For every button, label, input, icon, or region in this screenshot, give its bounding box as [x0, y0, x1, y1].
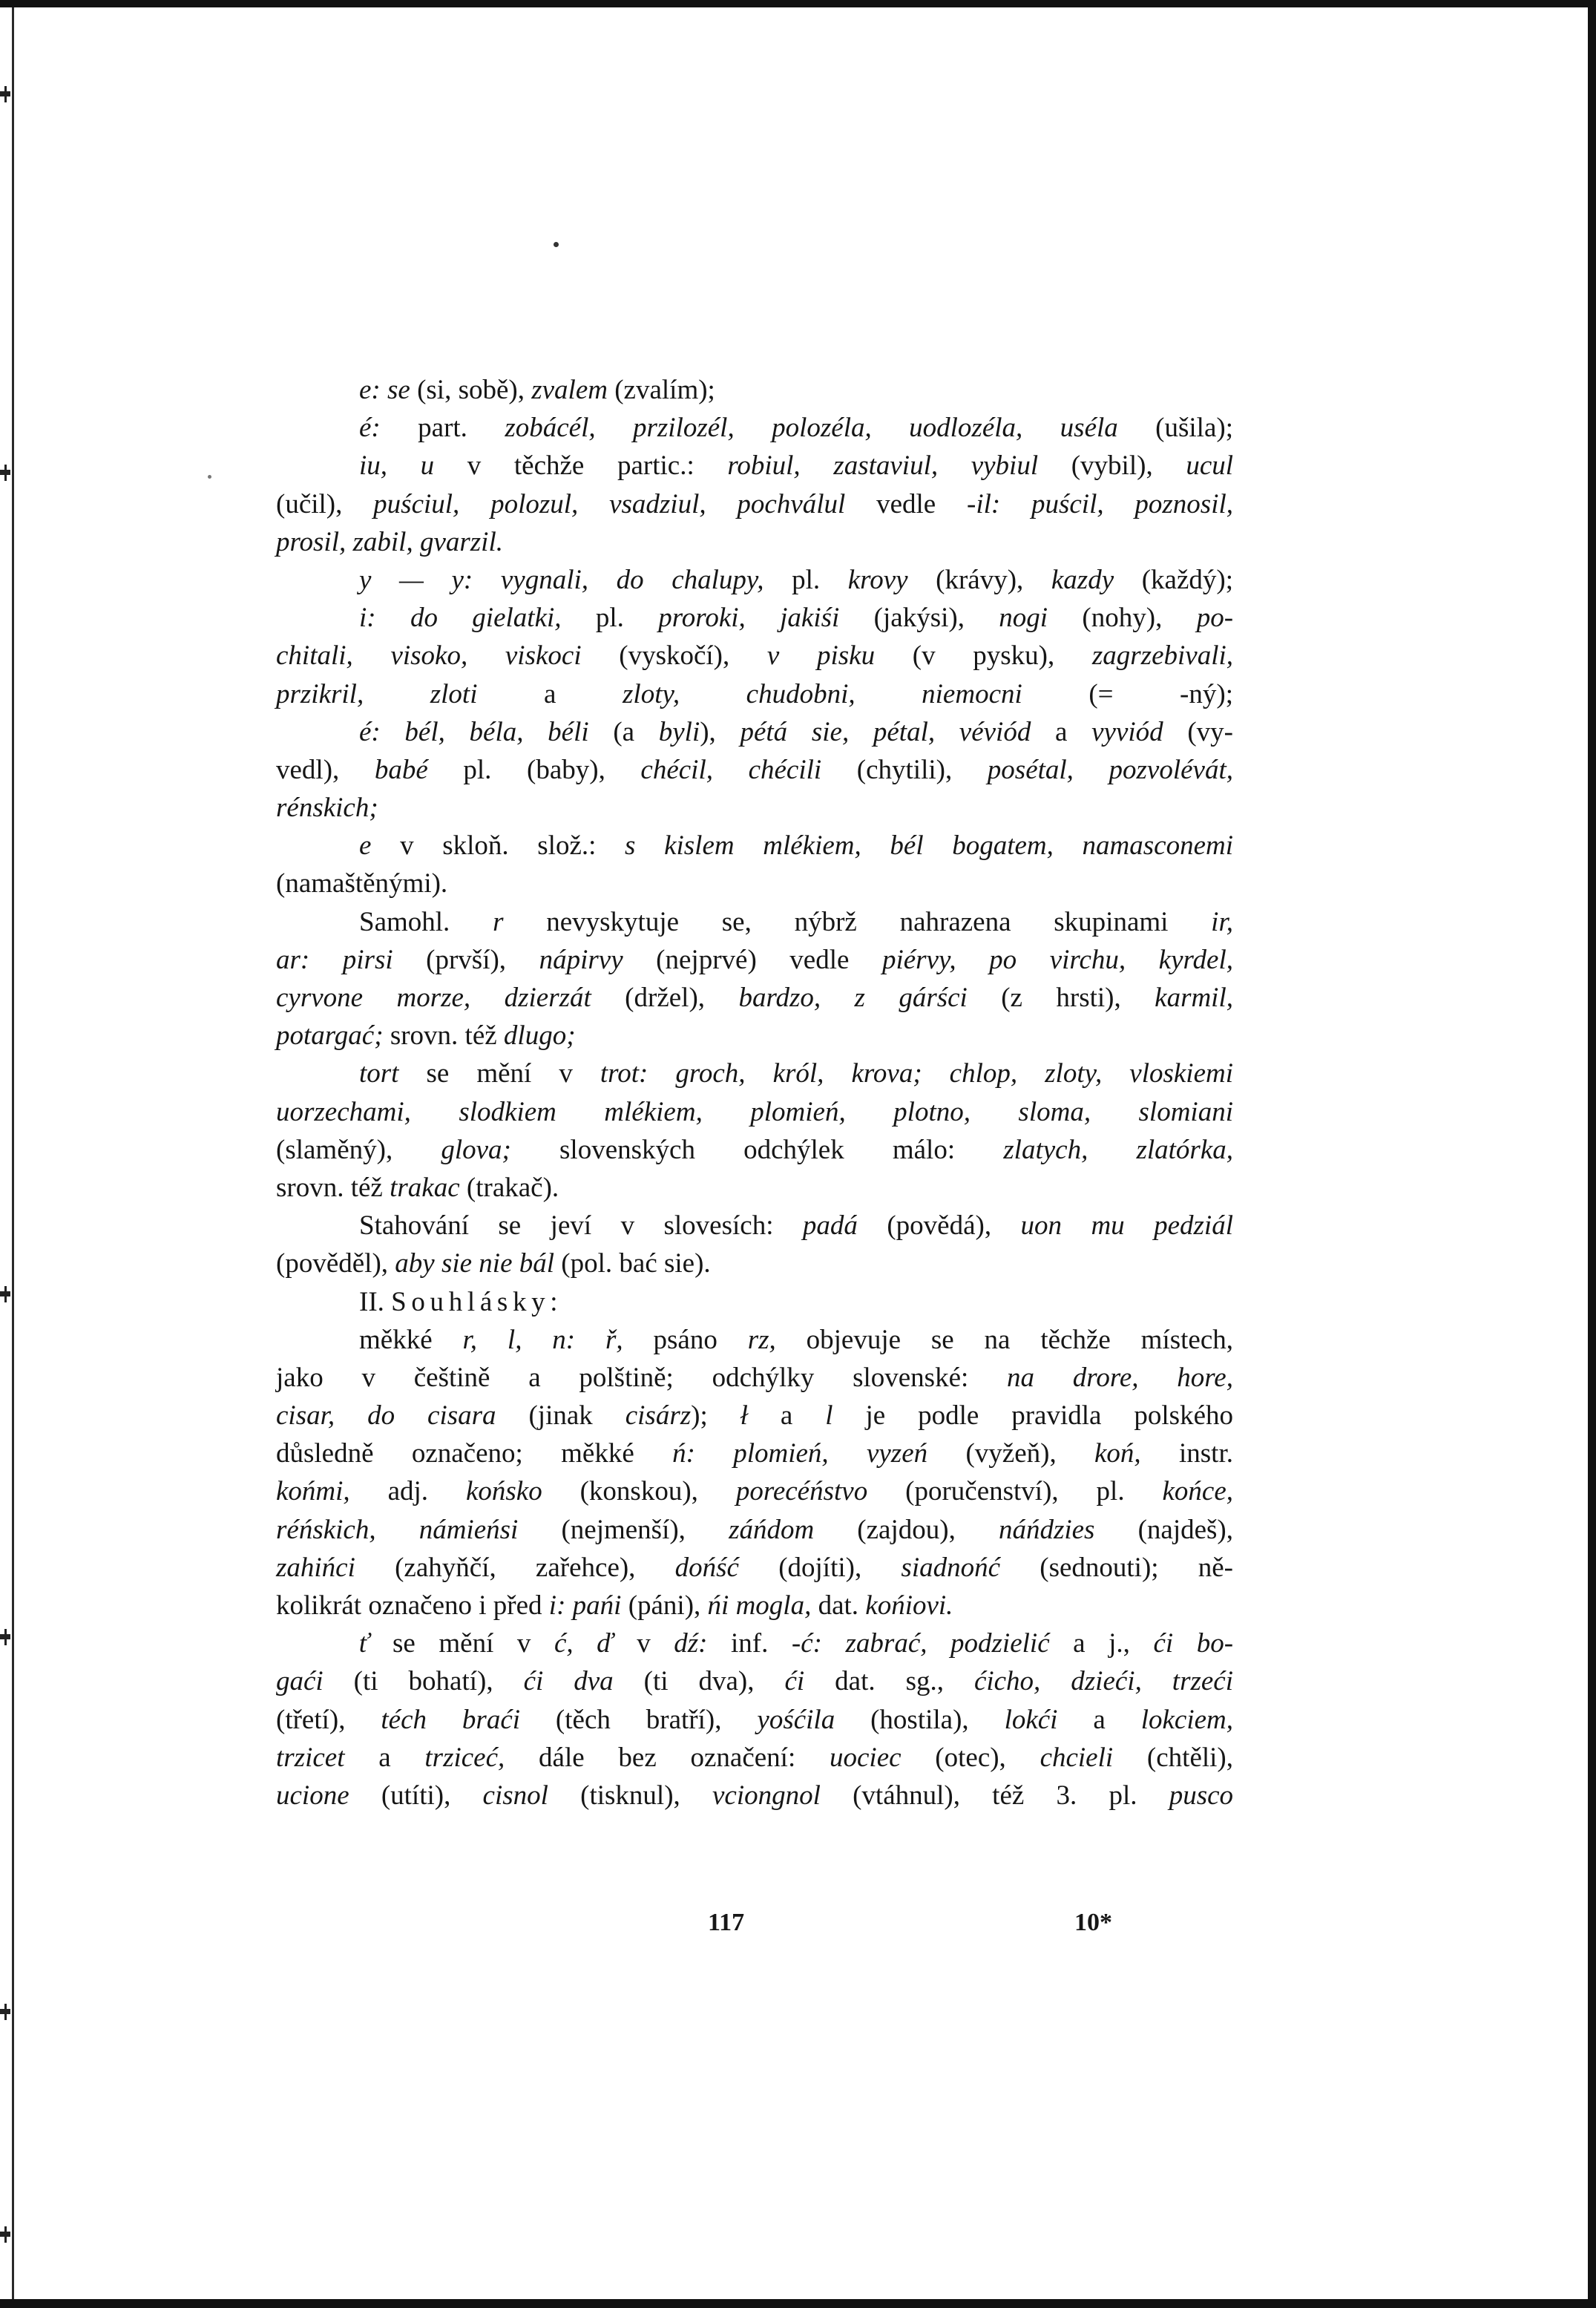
text-run: ), [700, 716, 740, 747]
scan-border-bottom [0, 2299, 1596, 2308]
italic-term: karmil, [1155, 983, 1233, 1013]
italic-term: trot: groch, król, krova; chlop, zloty, vloskiemi [600, 1058, 1233, 1089]
italic-term: końsko [465, 1476, 542, 1507]
ink-speck [208, 475, 211, 479]
text-run: (krávy), [907, 564, 1051, 595]
italic-term: náńdzies [998, 1514, 1095, 1545]
text-run: (těch bratří), [520, 1704, 758, 1735]
text-run: (si, sobě), [410, 375, 532, 405]
text-run: (otec), [901, 1742, 1040, 1773]
text-run: (hostila), [835, 1704, 1005, 1735]
italic-term: dlugo; [503, 1020, 576, 1052]
italic-term: ł [740, 1400, 748, 1432]
text-run: (nejmenší), [518, 1514, 729, 1545]
text-run: Samohl. [359, 906, 493, 937]
italic-term: chitali, visoko, viskoci [276, 640, 582, 672]
italic-term: zobácél, przilozél, polozéla, uodlozéla, uséla [505, 413, 1118, 444]
text-run: a [477, 678, 623, 709]
text-run: dat. sg., [804, 1666, 974, 1697]
italic-term: bardzo, z gárści [738, 983, 968, 1013]
margin-tick [0, 86, 10, 102]
text-run: (prvší), [393, 944, 539, 975]
italic-term: r, l, n: ř, [462, 1324, 623, 1355]
text-run: (chytili), [821, 754, 988, 785]
text-run: inf. [707, 1628, 792, 1659]
scan-edge-left [12, 7, 14, 2299]
text-run: slovenských odchýlek málo: [510, 1134, 1004, 1165]
margin-tick [0, 1286, 10, 1302]
italic-term: nogi [999, 603, 1048, 634]
italic-term: padá [802, 1210, 858, 1242]
text-run: je podle pravidla polského [833, 1400, 1234, 1432]
page-number: 117 [708, 1909, 745, 1936]
text-run: a [1057, 1704, 1141, 1735]
text-run: se mění v [398, 1058, 600, 1089]
italic-term: nápirvy [539, 944, 623, 975]
text-run: a [747, 1400, 826, 1432]
italic-term: réńskich, námieńsi [276, 1514, 519, 1545]
text-line [276, 485, 1233, 523]
body-text [276, 371, 1233, 1814]
italic-term: cisnol [482, 1780, 548, 1811]
italic-term: chécil, chécili [640, 754, 822, 785]
text-run: měkké [359, 1324, 463, 1355]
text-run: (zahyňčí, zařehce), [355, 1552, 675, 1583]
text-run: a j., [1049, 1628, 1154, 1659]
text-run: (ušila); [1117, 413, 1233, 444]
italic-term: prosil, zabil, gvarzil. [276, 526, 503, 557]
italic-term: pańi [572, 1590, 622, 1621]
text-line [276, 371, 1233, 409]
italic-term: v pisku [766, 640, 876, 672]
italic-term: koń, [1094, 1438, 1141, 1469]
italic-term: l [825, 1400, 833, 1432]
text-line [276, 1739, 1233, 1777]
italic-term: y — y: vygnali, do chalupy, [359, 564, 764, 595]
text-run: nevyskytuje se, nýbrž nahrazena skupinami [503, 906, 1212, 937]
text-line [276, 523, 1233, 561]
text-line [276, 1283, 1233, 1321]
text-run: v skloň. slož.: [371, 830, 625, 862]
italic-term: plomień, vyzeń [733, 1438, 928, 1469]
text-line [276, 1207, 1233, 1245]
text-line [276, 1359, 1233, 1397]
text-run: II. [359, 1286, 392, 1317]
italic-term: posétal, pozvolévát, [987, 754, 1233, 785]
italic-term: trziceć, [424, 1742, 505, 1773]
italic-term: uociec [830, 1742, 902, 1773]
italic-term: zagrzebivali, [1091, 640, 1234, 672]
text-line [276, 1549, 1233, 1587]
text-run: instr. [1140, 1438, 1233, 1469]
text-run: (vyžeň), [927, 1438, 1094, 1469]
italic-term: s kislem mlékiem, bél bogatem, namasconemi [625, 830, 1234, 862]
text-run: (jinak [496, 1400, 625, 1432]
text-run: (z hrsti), [967, 983, 1155, 1013]
text-line [276, 1701, 1233, 1739]
text-line [276, 751, 1233, 789]
italic-term: końce, [1162, 1476, 1234, 1507]
text-line [276, 561, 1233, 599]
text-run: (chtěli), [1113, 1742, 1233, 1773]
text-run: Stahování se jeví v slovesích: [359, 1210, 803, 1242]
italic-term: cisar, do cisara [276, 1400, 496, 1432]
text-run: objevuje se na těchže místech, [775, 1324, 1234, 1355]
italic-term: dź: [674, 1628, 708, 1659]
text-run: pl. [763, 564, 848, 595]
italic-term: po- [1196, 603, 1234, 634]
italic-term: ar: pirsi [276, 944, 393, 975]
text-run: (slaměný), [276, 1134, 441, 1165]
text-line [276, 1131, 1233, 1169]
italic-term: trzicet [276, 1742, 345, 1773]
italic-term: -il: puścil, poznosil, [967, 488, 1234, 519]
italic-term: siadnońć [901, 1552, 1001, 1583]
text-line [276, 1093, 1233, 1131]
italic-term: proroki, jakiśi [658, 603, 840, 634]
text-run: (utíti), [349, 1780, 483, 1811]
text-run: (každý); [1114, 564, 1233, 595]
text-run: (= -ný); [1022, 678, 1233, 709]
text-run: (zajdou), [814, 1514, 999, 1545]
scan-border-top [0, 0, 1596, 7]
text-run: (vyskočí), [581, 640, 767, 672]
margin-tick [0, 2004, 10, 2020]
text-line [276, 599, 1233, 637]
italic-term: iu, u [359, 450, 435, 482]
italic-term: kazdy [1051, 564, 1114, 595]
text-run: a [344, 1742, 425, 1773]
text-line [276, 903, 1233, 941]
italic-term: ći dva [523, 1666, 614, 1697]
text-run: (držel), [591, 983, 739, 1013]
text-line [276, 675, 1233, 713]
text-line [276, 1017, 1233, 1055]
text-run: a [1031, 716, 1092, 747]
text-run: kolikrát označeno i před [276, 1590, 549, 1621]
text-run [565, 1590, 572, 1621]
text-line [276, 637, 1233, 675]
italic-term: yośćila [757, 1704, 835, 1735]
italic-term: pétá sie, pétal, véviód [740, 716, 1031, 747]
text-run: (pol. bać sie). [554, 1248, 711, 1279]
italic-term: téch braći [381, 1704, 521, 1735]
text-line [276, 827, 1233, 865]
italic-term: vyviód [1091, 716, 1163, 747]
text-line [276, 1472, 1233, 1510]
text-run: (pověděl), [276, 1248, 395, 1279]
text-run: (páni), [621, 1590, 708, 1621]
italic-term: zahińci [276, 1552, 355, 1583]
italic-term: záńdom [729, 1514, 815, 1545]
italic-term: e [359, 830, 372, 862]
italic-term: przikril, zloti [276, 678, 478, 709]
italic-term: lokći [1004, 1704, 1058, 1735]
text-line [276, 1777, 1233, 1814]
italic-term: i: do gielatki, [359, 603, 562, 634]
italic-term: uon mu pedziál [1020, 1210, 1233, 1242]
text-run: (v pysku), [875, 640, 1092, 672]
text-line [276, 979, 1233, 1017]
italic-term: robiul, zastaviul, vybiul [727, 450, 1039, 482]
text-run: (ti bohatí), [323, 1666, 524, 1697]
text-run: (konskou), [542, 1476, 736, 1507]
italic-term: glova; [441, 1134, 511, 1165]
text-run: srovn. též [383, 1020, 504, 1052]
italic-term: ći bo- [1153, 1628, 1234, 1659]
text-run: psáno [623, 1324, 748, 1355]
italic-term: ćicho, dzieći, trzeći [973, 1666, 1234, 1697]
text-run: (vybil), [1038, 450, 1186, 482]
text-run: ); [691, 1400, 740, 1432]
italic-term: vciongnol [712, 1780, 821, 1811]
text-run: (nejprvé) vedle [623, 944, 882, 975]
italic-term: aby sie nie bál [395, 1248, 555, 1279]
italic-term: puściul, polozul, vsadziul, pochválul [373, 488, 846, 519]
text-run: (a [588, 716, 659, 747]
italic-term: tort [359, 1058, 399, 1089]
text-run: (vtáhnul), též 3. pl. [820, 1780, 1169, 1811]
italic-term: babé [374, 754, 428, 785]
ink-speck [554, 242, 559, 247]
text-line [276, 1662, 1233, 1700]
margin-tick [0, 465, 10, 481]
text-line [276, 789, 1233, 827]
text-run: jako v češtině a polštině; odchýlky slovenské: [276, 1362, 1008, 1393]
text-run: důsledně označeno; měkké [276, 1438, 673, 1469]
text-line [276, 941, 1233, 979]
text-run: (vy- [1163, 716, 1233, 747]
text-line [276, 865, 1233, 902]
text-line [276, 409, 1233, 447]
text-line [276, 1055, 1233, 1092]
text-run: Souhlásky: [391, 1286, 563, 1317]
italic-term: chcieli [1040, 1742, 1114, 1773]
margin-tick [0, 1629, 10, 1645]
italic-term: uorzechami, slodkiem mlékiem, plomień, plotno, sloma, slomiani [276, 1096, 1233, 1127]
text-run: (poručenství), pl. [867, 1476, 1163, 1507]
text-run: (učil), [276, 488, 374, 519]
page-footer [276, 1909, 1233, 1947]
italic-term: pusco [1169, 1780, 1234, 1811]
italic-term: -ć: zabrać, podzielić [791, 1628, 1050, 1659]
text-run: dále bez označení: [505, 1742, 830, 1773]
italic-term: cyrvone morze, dzierzát [276, 983, 591, 1013]
italic-term: porecéństvo [735, 1476, 868, 1507]
text-run: dat. [811, 1590, 866, 1621]
italic-term: cisárz [625, 1400, 692, 1432]
text-run [695, 1438, 733, 1469]
text-run: (jakýsi), [839, 603, 999, 634]
text-run: (najdeš), [1094, 1514, 1233, 1545]
text-run: (třetí), [276, 1704, 381, 1735]
italic-term: krovy [847, 564, 908, 595]
text-line [276, 447, 1233, 485]
italic-term: byli [658, 716, 700, 747]
italic-term: i: [548, 1590, 566, 1621]
text-run: (namaštěnými). [276, 868, 448, 899]
text-line [276, 1587, 1233, 1625]
italic-term: ť [359, 1628, 370, 1659]
printer-signature-mark: 10* [1074, 1909, 1112, 1936]
italic-term: ir, [1211, 906, 1233, 937]
text-run: vedl), [276, 754, 375, 785]
scan-border-right [1588, 7, 1596, 2299]
margin-tick [0, 2226, 10, 2243]
italic-term: rz, [747, 1324, 776, 1355]
italic-term: końiovi. [865, 1590, 953, 1621]
text-run: se mění v [369, 1628, 554, 1659]
text-line [276, 1435, 1233, 1472]
text-run: (zvalím); [607, 375, 715, 405]
italic-term: dońść [674, 1552, 739, 1583]
italic-term: e: se [359, 375, 410, 405]
italic-term: é: [359, 413, 381, 444]
italic-term: ń: [672, 1438, 695, 1469]
italic-term: é: bél, béla, béli [359, 716, 589, 747]
italic-term: potargać; [276, 1020, 384, 1052]
text-run: vedle [845, 488, 967, 519]
italic-term: piérvy, po virchu, kyrdel, [881, 944, 1233, 975]
italic-term: zlatych, zlatórka, [1003, 1134, 1233, 1165]
text-run: pl. (baby), [427, 754, 641, 785]
italic-term: końmi, [276, 1476, 350, 1507]
text-run: (povědá), [857, 1210, 1021, 1242]
italic-term: ucul [1186, 450, 1234, 482]
text-run: (nohy), [1048, 603, 1197, 634]
text-line [276, 1245, 1233, 1282]
italic-term: na drore, hore, [1007, 1362, 1233, 1393]
text-line [276, 1625, 1233, 1662]
italic-term: ći [784, 1666, 805, 1697]
text-run: (dojíti), [738, 1552, 902, 1583]
italic-term: zvalem [531, 375, 608, 405]
text-run: v těchže partic.: [434, 450, 728, 482]
text-run: adj. [349, 1476, 466, 1507]
italic-term: r [493, 906, 504, 937]
italic-term: rénskich; [276, 793, 378, 824]
italic-term: trakac [390, 1172, 460, 1203]
text-run: (ti dva), [613, 1666, 785, 1697]
text-run: part. [380, 413, 505, 444]
text-line [276, 713, 1233, 751]
text-run: (tisknul), [548, 1780, 712, 1811]
italic-term: ńi mogla, [707, 1590, 812, 1621]
italic-term: zloty, chudobni, niemocni [623, 678, 1022, 709]
text-run: (trakač). [459, 1172, 559, 1203]
text-line [276, 1321, 1233, 1359]
text-run: v [613, 1628, 674, 1659]
text-run: srovn. též [276, 1172, 390, 1203]
text-line [276, 1169, 1233, 1207]
italic-term: ć, ď [554, 1628, 614, 1659]
text-run: pl. [561, 603, 659, 634]
italic-term: lokciem, [1140, 1704, 1233, 1735]
text-run: (sednouti); ně- [1000, 1552, 1234, 1583]
italic-term: ucione [276, 1780, 349, 1811]
italic-term: gaći [276, 1666, 324, 1697]
text-line [276, 1397, 1233, 1435]
text-line [276, 1511, 1233, 1549]
